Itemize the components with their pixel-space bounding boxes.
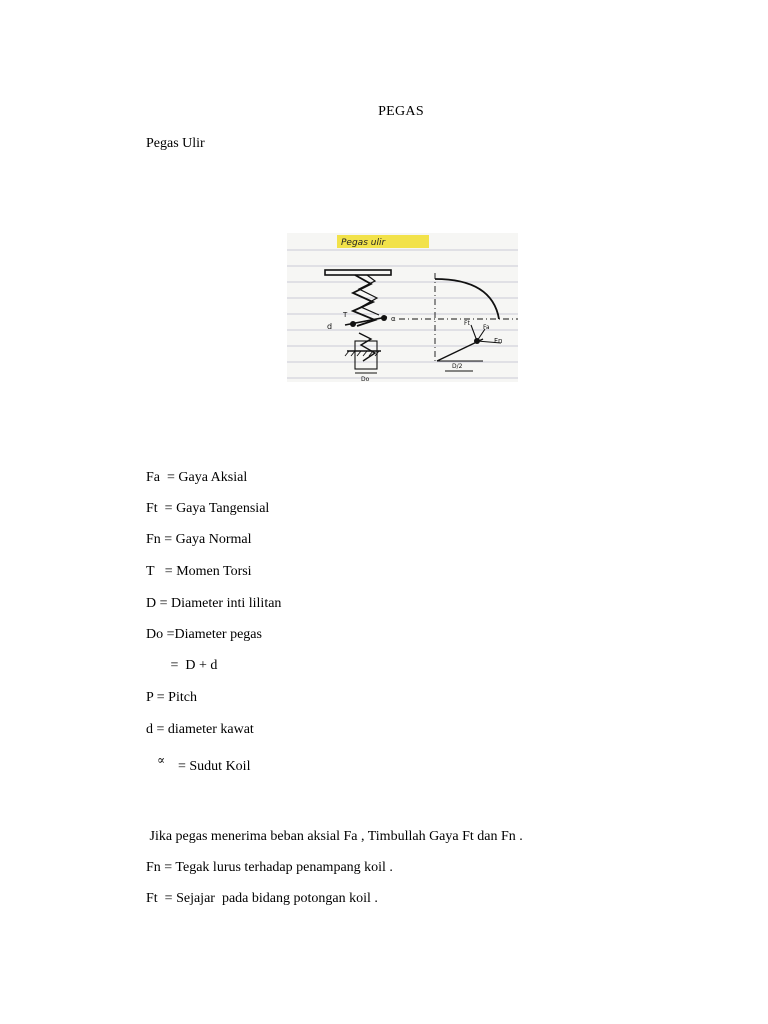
page-title: PEGAS bbox=[378, 104, 424, 119]
paragraph-fn: Fn = Tegak lurus terhadap penampang koil . bbox=[146, 860, 393, 875]
definition-fa: Fa = Gaya Aksial bbox=[146, 470, 248, 485]
label-alpha-sketch: α bbox=[391, 315, 396, 323]
coil-spring-back bbox=[359, 275, 379, 315]
lower-coil bbox=[359, 333, 375, 361]
wire-dot-right bbox=[381, 315, 387, 321]
figure-caption: Pegas ulir bbox=[341, 238, 386, 248]
label-d-half: D/2 bbox=[452, 363, 463, 370]
definition-do-formula: = D + d bbox=[146, 658, 218, 673]
definition-ft: Ft = Gaya Tangensial bbox=[146, 501, 270, 516]
label-fn: Fn bbox=[494, 337, 503, 345]
wire-dot bbox=[350, 321, 356, 327]
fa-arrow bbox=[471, 325, 477, 341]
definition-p: P = Pitch bbox=[146, 690, 197, 705]
label-do: Do bbox=[361, 376, 370, 382]
ruled-lines bbox=[287, 250, 518, 378]
coil-arc bbox=[435, 279, 499, 319]
spring-sketch-drawing bbox=[287, 233, 518, 382]
definition-d-wire: d = diameter kawat bbox=[146, 722, 254, 737]
definition-d-inner: D = Diameter inti lilitan bbox=[146, 596, 282, 611]
label-fa: Fa bbox=[483, 324, 490, 331]
alpha-symbol: ∝ bbox=[157, 753, 166, 767]
section-heading: Pegas Ulir bbox=[146, 136, 205, 151]
definition-fn: Fn = Gaya Normal bbox=[146, 532, 252, 547]
definition-do: Do =Diameter pegas bbox=[146, 627, 262, 642]
label-ft: Ft bbox=[464, 320, 470, 327]
top-plate bbox=[325, 270, 391, 275]
label-d: d bbox=[327, 322, 333, 331]
label-t: T bbox=[343, 311, 348, 319]
paragraph-ft: Ft = Sejajar pada bidang potongan koil . bbox=[146, 891, 378, 906]
definition-t: T = Momen Torsi bbox=[146, 564, 252, 579]
spring-sketch-figure bbox=[287, 233, 518, 382]
paragraph-axial-load: Jika pegas menerima beban aksial Fa , Timbullah Gaya Ft dan Fn . bbox=[146, 829, 523, 844]
definition-alpha: = Sudut Koil bbox=[178, 759, 251, 774]
